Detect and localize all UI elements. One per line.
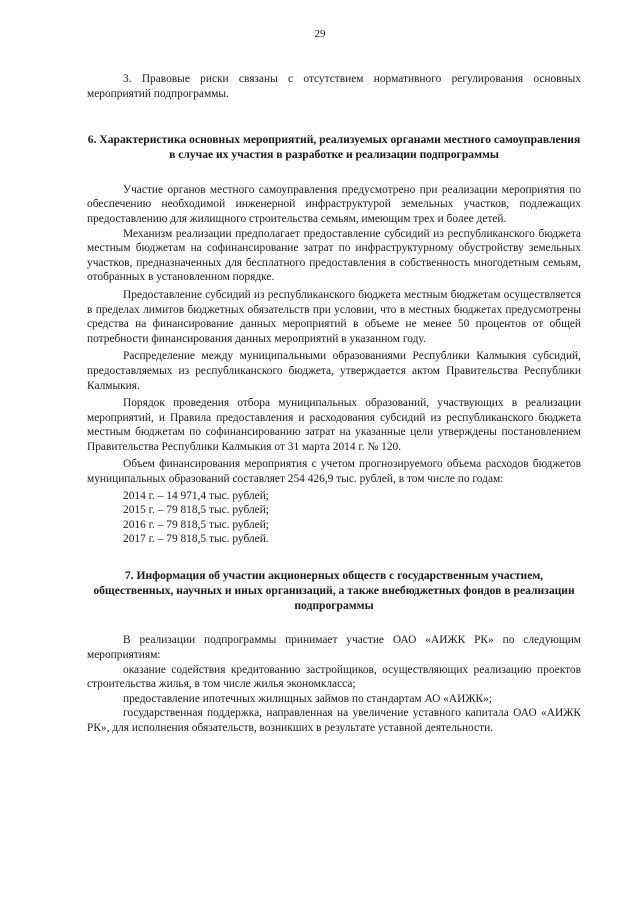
section-6-paragraph: Распределение между муниципальными образованиями Республики Калмыкия субсидий, предоставляемых из республиканского бюджета, утверждается актом Правительства Республики Калмыкия. bbox=[87, 350, 581, 392]
intro-paragraph: 3. Правовые риски связаны с отсутствием нормативного регулирования основных мероприятий подпрограммы. bbox=[87, 73, 581, 100]
section-6-paragraph: Предоставление субсидий из республиканского бюджета местным бюджетам осуществляется в пределах лимитов бюджетных обязательств при условии, что в местных бюджетах предусмотрены средства на финансирование данных мероприятий в объеме не менее 50 процентов от общей потребности финансирования данных мероприятий в указанном году. bbox=[87, 288, 581, 345]
section-7-heading: 7. Информация об участии акционерных обществ с государственным участием, общественных, научных и иных организаций, а также внебюджетных фондов в реализации подпрограммы bbox=[93, 569, 575, 612]
section-7-paragraph: оказание содействия кредитованию застройщиков, осуществляющих реализацию проектов строительства жилья, в том числе жилья экономкласса; bbox=[87, 663, 581, 691]
section-7-paragraph: государственная поддержка, направленная на увеличение уставного капитала ОАО «АИЖК РК», для исполнения обязательств, возникших в результате уставной деятельности. bbox=[87, 707, 581, 734]
funding-year-item: 2016 г. – 79 818,5 тыс. рублей; bbox=[123, 518, 269, 531]
funding-by-year-list bbox=[87, 489, 581, 547]
page-number: 29 bbox=[314, 28, 326, 40]
section-6-paragraph: Участие органов местного самоуправления предусмотрено при реализации мероприятия по обеспечению необходимой инженерной инфраструктурой земельных участков, подлежащих предоставлению для жилищного строительства семьям, имеющим трех и более детей. bbox=[87, 183, 581, 225]
section-7-paragraph: В реализации подпрограммы принимает участие ОАО «АИЖК РК» по следующим мероприятиям: bbox=[87, 634, 581, 662]
funding-year-item: 2017 г. – 79 818,5 тыс. рублей. bbox=[123, 533, 269, 546]
funding-year-item: 2015 г. – 79 818,5 тыс. рублей; bbox=[123, 504, 269, 517]
section-6-paragraph: Механизм реализации предполагает предоставление субсидий из республиканского бюджета местным бюджетам на софинансирование затрат по инфраструктурному обустройству земельных участков, предназначенных для бесплатного предоставления в собственность многодетным семьям, отобранных в установленном порядке. bbox=[87, 227, 581, 284]
funding-year-item: 2014 г. – 14 971,4 тыс. рублей; bbox=[123, 489, 269, 502]
section-6-paragraph: Объем финансирования мероприятия с учетом прогнозируемого объема расходов бюджетов муниципальных образований составляет 254 426,9 тыс. рублей, в том числе по годам: bbox=[87, 458, 581, 486]
document-body bbox=[87, 72, 581, 736]
section-6-heading: 6. Характеристика основных мероприятий, реализуемых органами местного самоуправления в случае их участия в разработке и реализации подпрограммы bbox=[87, 133, 581, 161]
section-6-paragraph: Порядок проведения отбора муниципальных образований, участвующих в реализации мероприятий, и Правила предоставления и расходования субсидий из республиканского бюджета местным бюджетам по софинансированию затрат на указанные цели утверждены постановлением Правительства Республики Калмыкия от 31 марта 2014 г. № 120. bbox=[87, 397, 581, 453]
section-7-paragraph: предоставление ипотечных жилищных займов по стандартам АО «АИЖК»; bbox=[123, 692, 492, 705]
